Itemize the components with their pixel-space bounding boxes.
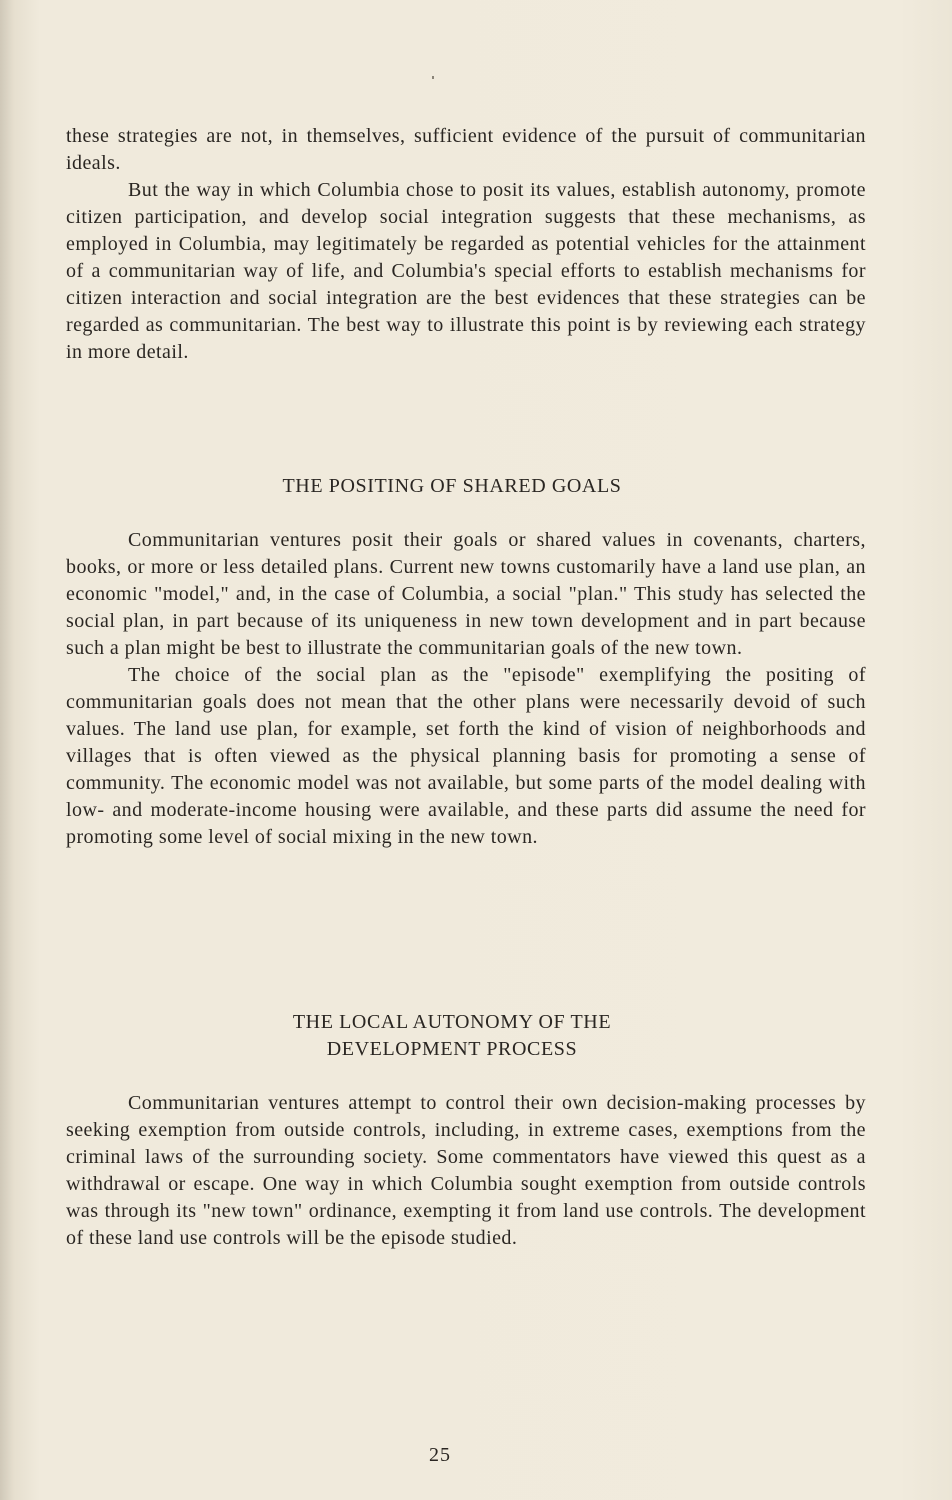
section-heading-local-autonomy-line1: THE LOCAL AUTONOMY OF THE xyxy=(292,1011,612,1033)
paragraph-social-plan-episode: The choice of the social plan as the "episode" exemplifying the positing of communitarian goals does not mean that the other plans were necessarily devoid of such values. The land use plan, for example, set forth the kind of vision of neighborhoods and villages that is often viewed as the physical planning basis for promoting a sense of community. The economic model was not available, but some parts of the model dealing with low- and moderate-income housing were available, and these parts did assume the need for promoting some level of social mixing in the new town. xyxy=(66,664,866,848)
paragraph-continuation: these strategies are not, in themselves, sufficient evidence of the pursuit of communitarian ideals. xyxy=(66,125,866,174)
paper-speck xyxy=(432,76,434,79)
section-heading-local-autonomy-line2: DEVELOPMENT PROCESS xyxy=(326,1038,578,1060)
page-number: 25 xyxy=(429,1444,451,1466)
section-heading-shared-goals: THE POSITING OF SHARED GOALS xyxy=(282,475,622,497)
paragraph-shared-goals-intro: Communitarian ventures posit their goals or shared values in covenants, charters, books, or more or less detailed plans. Current new towns customarily have a land use plan, an economic "model," and, in the case of Columbia, a social "plan." This study has selected the social plan, in part because of its uniqueness in new town development and in part because such a plan might be best to illustrate the communitarian goals of the new town. xyxy=(66,529,866,659)
local-autonomy-section xyxy=(66,1090,866,1252)
shared-goals-section xyxy=(66,527,866,851)
paragraph-local-autonomy: Communitarian ventures attempt to control their own decision-making processes by seeking exemption from outside controls, including, in extreme cases, exemptions from the criminal laws of the surrounding society. Some commentators have viewed this quest as a withdrawal or escape. One way in which Columbia sought exemption from outside controls was through its "new town" ordinance, exempting it from land use controls. The development of these land use controls will be the episode studied. xyxy=(66,1092,866,1249)
paragraph-strategies: But the way in which Columbia chose to posit its values, establish autonomy, promote citizen participation, and develop social integration suggests that these mechanisms, as employed in Columbia, may legitimately be regarded as potential vehicles for the attainment of a communitarian way of life, and Columbia's special efforts to establish mechanisms for citizen interaction and social integration are the best evidences that these strategies can be regarded as communitarian. The best way to illustrate this point is by reviewing each strategy in more detail. xyxy=(66,179,866,363)
opening-section xyxy=(66,123,866,366)
